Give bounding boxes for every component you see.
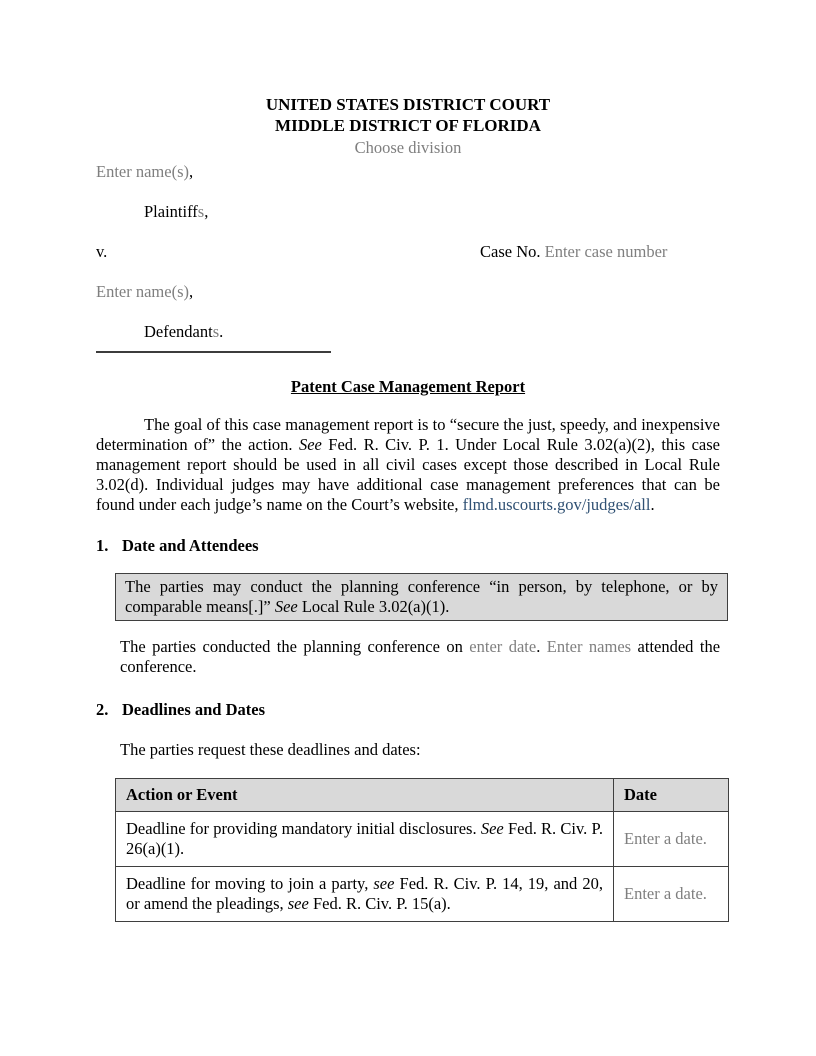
defendant-plural-field[interactable]: s (212, 322, 220, 341)
conference-paragraph (120, 637, 720, 677)
text-run: Fed. R. Civ. P. 1. Under Local Rule 3.02(a)(2), this case management report should be used in all civil cases except those described in Local Rule 3.02(d). Individual judges may have additional case management preferences that can be found under each judge’s name on the Court’s website, (96, 435, 720, 514)
text-run: Fed. R. Civ. P. 26(a)(1). (126, 819, 603, 858)
court-name: UNITED STATES DISTRICT COURT (265, 95, 551, 114)
text-run: , (204, 202, 209, 221)
plaintiff-name-line (96, 162, 720, 182)
flmd-judges-link[interactable]: flmd.uscourts.gov/judges/all (462, 495, 651, 514)
versus-line (96, 242, 720, 262)
text-run: See (480, 819, 504, 838)
caption-divider (96, 351, 331, 353)
report-title: Patent Case Management Report (290, 377, 526, 396)
intro-paragraph (96, 415, 720, 515)
table-row-initial-disclosures (116, 812, 729, 867)
versus-label: v. (96, 242, 108, 261)
enter-names-field[interactable]: Enter names (546, 637, 632, 656)
section-2-heading (96, 700, 720, 720)
text-run: Deadline for providing mandatory initial disclosures. (126, 819, 481, 838)
text-run: see (287, 894, 309, 913)
table-header-date: Date (614, 779, 729, 812)
case-number-group (480, 242, 667, 262)
text-run: The parties conducted the planning conference on (120, 637, 470, 656)
enter-date-field-row2[interactable]: Enter a date. (624, 884, 707, 903)
text-run: The parties may conduct the planning conference “in person, by telephone, or by comparable means[.]” (125, 577, 718, 616)
plaintiff-plural-field[interactable]: s (197, 202, 205, 221)
section-1-number: 1. (96, 536, 109, 555)
text-run: . (219, 322, 224, 341)
text-run: See (274, 597, 298, 616)
section-2-title: Deadlines and Dates (122, 700, 266, 719)
enter-date-field[interactable]: enter date (469, 637, 537, 656)
district-name: MIDDLE DISTRICT OF FLORIDA (275, 116, 541, 135)
text-run: attended the conference. (120, 637, 721, 676)
section-1-title: Date and Attendees (122, 536, 259, 555)
text-run: Fed. R. Civ. P. 15(a). (308, 894, 451, 913)
text-run: See (298, 435, 322, 454)
text-run: see (373, 874, 395, 893)
deadlines-intro: The parties request these deadlines and dates: (120, 740, 421, 759)
defendant-name-field[interactable]: Enter name(s) (96, 282, 189, 301)
action-cell (116, 867, 614, 922)
text-run: . (650, 495, 655, 514)
plaintiff-name-field[interactable]: Enter name(s) (96, 162, 189, 181)
text-run: , (189, 162, 194, 181)
section-1-heading (96, 536, 720, 556)
defendant-name-line (96, 282, 720, 302)
text-run: Deadline for moving to join a party, (126, 874, 374, 893)
section-2-number: 2. (96, 700, 109, 719)
text-run: . (536, 637, 547, 656)
defendant-label-line (144, 322, 720, 342)
text-run: Local Rule 3.02(a)(1). (297, 597, 450, 616)
division-placeholder-field[interactable]: Choose division (354, 138, 462, 157)
enter-date-field-row1[interactable]: Enter a date. (624, 829, 707, 848)
case-number-field[interactable]: Enter case number (544, 242, 668, 261)
date-cell (614, 867, 729, 922)
text-run: Defendant (144, 322, 213, 341)
action-cell (116, 812, 614, 867)
text-run: The goal of this case management report is to “secure the just, speedy, and inexpensive determination of” the action. (96, 415, 720, 454)
date-cell (614, 812, 729, 867)
plaintiff-label-line (144, 202, 720, 222)
table-header-row (116, 779, 729, 812)
text-run: Plaintiff (144, 202, 198, 221)
deadlines-table (115, 778, 729, 922)
rule-callout-box (115, 573, 728, 621)
table-row-join-party (116, 867, 729, 922)
text-run: , (189, 282, 194, 301)
case-number-label: Case No. (480, 242, 545, 261)
text-run: Fed. R. Civ. P. 14, 19, and 20, or amend the pleadings, (126, 874, 603, 913)
table-header-action: Action or Event (116, 779, 614, 812)
